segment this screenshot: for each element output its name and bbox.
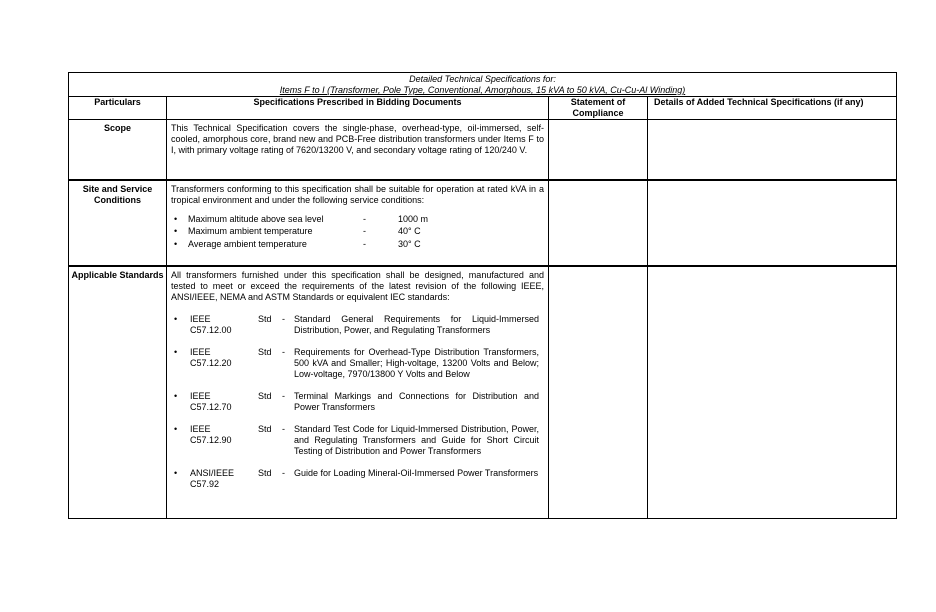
standards-cell (167, 266, 549, 519)
condition-name: Maximum altitude above sea level (188, 213, 324, 224)
standards-compliance-cell (549, 266, 648, 519)
header-specifications: Specifications Prescribed in Bidding Documents (167, 97, 549, 120)
conditions-list (171, 214, 544, 252)
header-row (69, 97, 897, 120)
bullet-icon: • (174, 238, 178, 249)
standard-std: Std (258, 390, 272, 401)
site-label: Site and Service Conditions (69, 180, 167, 266)
standards-label: Applicable Standards (69, 266, 167, 519)
standard-text: Standard General Requirements for Liquid-Immersed Distribution, Power, and Regulating Transformers (294, 313, 539, 335)
bullet-icon: • (174, 467, 178, 478)
standard-dash: - (282, 390, 285, 401)
standard-org: IEEE C57.12.90 (190, 423, 232, 445)
condition-name: Average ambient temperature (188, 238, 307, 249)
standard-std: Std (258, 467, 272, 478)
bullet-icon: • (174, 313, 178, 324)
site-compliance-cell (549, 180, 648, 266)
table-title-line2: Items F to I (Transformer, Pole Type, Conventional, Amorphous, 15 kVA to 50 kVA, Cu-Cu-Al Winding) (279, 85, 686, 95)
standard-text: Standard Test Code for Liquid-Immersed Distribution, Power, and Regulating Transformers and Guide for Short Circuit Testing of Distribution and Power Transformers (294, 423, 539, 456)
list-item (171, 424, 544, 457)
bullet-icon: • (174, 346, 178, 357)
table-row (69, 180, 897, 266)
standard-dash: - (282, 346, 285, 357)
list-item (171, 468, 544, 490)
condition-value: 30° C (398, 238, 421, 249)
list-item (171, 239, 544, 252)
list-item (171, 226, 544, 239)
scope-details-cell (648, 120, 897, 180)
standard-std: Std (258, 346, 272, 357)
condition-name: Maximum ambient temperature (188, 226, 313, 236)
table-row (69, 266, 897, 519)
standard-org: IEEE C57.12.70 (190, 390, 232, 412)
site-details-cell (648, 180, 897, 266)
table-row (69, 120, 897, 180)
scope-compliance-cell (549, 120, 648, 180)
list-item (171, 314, 544, 336)
table-title-line1: Detailed Technical Specifications for: (409, 74, 556, 84)
bullet-icon: • (174, 390, 178, 401)
header-particulars: Particulars (69, 97, 167, 120)
condition-dash: - (363, 238, 366, 249)
condition-value: 1000 m (398, 213, 429, 224)
standard-dash: - (282, 423, 285, 434)
bullet-icon: • (174, 213, 178, 224)
standard-std: Std (258, 423, 272, 434)
standards-list (171, 314, 544, 490)
standard-text: Terminal Markings and Connections for Distribution and Power Transformers (294, 390, 539, 412)
standards-intro: All transformers furnished under this specification shall be designed, manufactured and tested to meet or exceed the requirements of the latest revision of the following IEEE, ANSI/IEEE, NEMA and ASTM Standards or equivalent IEC standards: (171, 269, 544, 302)
standard-org: IEEE C57.12.20 (190, 346, 232, 368)
condition-dash: - (363, 213, 366, 224)
list-item (171, 214, 544, 227)
header-details: Details of Added Technical Specifications (if any) (648, 97, 897, 120)
bullet-icon: • (174, 226, 178, 236)
site-cell (167, 180, 549, 266)
scope-text: This Technical Specification covers the single-phase, overhead-type, oil-immersed, self-cooled, amorphous core, brand new and PCB-Free distribution transformers under Items F to I, with primary voltage rating of 7620/13200 V, and secondary voltage rating of 120/240 V. (167, 120, 549, 180)
condition-value: 40° C (398, 226, 421, 236)
specifications-table (68, 72, 897, 519)
table-title (69, 73, 897, 97)
standards-details-cell (648, 266, 897, 519)
standard-text: Requirements for Overhead-Type Distribution Transformers, 500 kVA and Smaller; High-voltage, 13200 Volts and Below; Low-voltage, 7970/13800 Y Volts and Below (294, 346, 539, 379)
table-title-row (69, 73, 897, 97)
scope-label: Scope (69, 120, 167, 180)
standard-org: IEEE C57.12.00 (190, 313, 232, 335)
standard-std: Std (258, 313, 272, 324)
list-item (171, 391, 544, 413)
standard-dash: - (282, 467, 285, 478)
condition-dash: - (363, 226, 366, 236)
header-compliance: Statement of Compliance (549, 97, 648, 120)
standard-org: ANSI/IEEE C57.92 (190, 467, 235, 489)
bullet-icon: • (174, 423, 178, 434)
spec-page (68, 72, 896, 519)
standard-dash: - (282, 313, 285, 324)
site-intro: Transformers conforming to this specification shall be suitable for operation at rated kVA in a tropical environment and under the following service conditions: (171, 183, 544, 205)
standard-text: Guide for Loading Mineral-Oil-Immersed Power Transformers (294, 467, 539, 478)
list-item (171, 347, 544, 380)
